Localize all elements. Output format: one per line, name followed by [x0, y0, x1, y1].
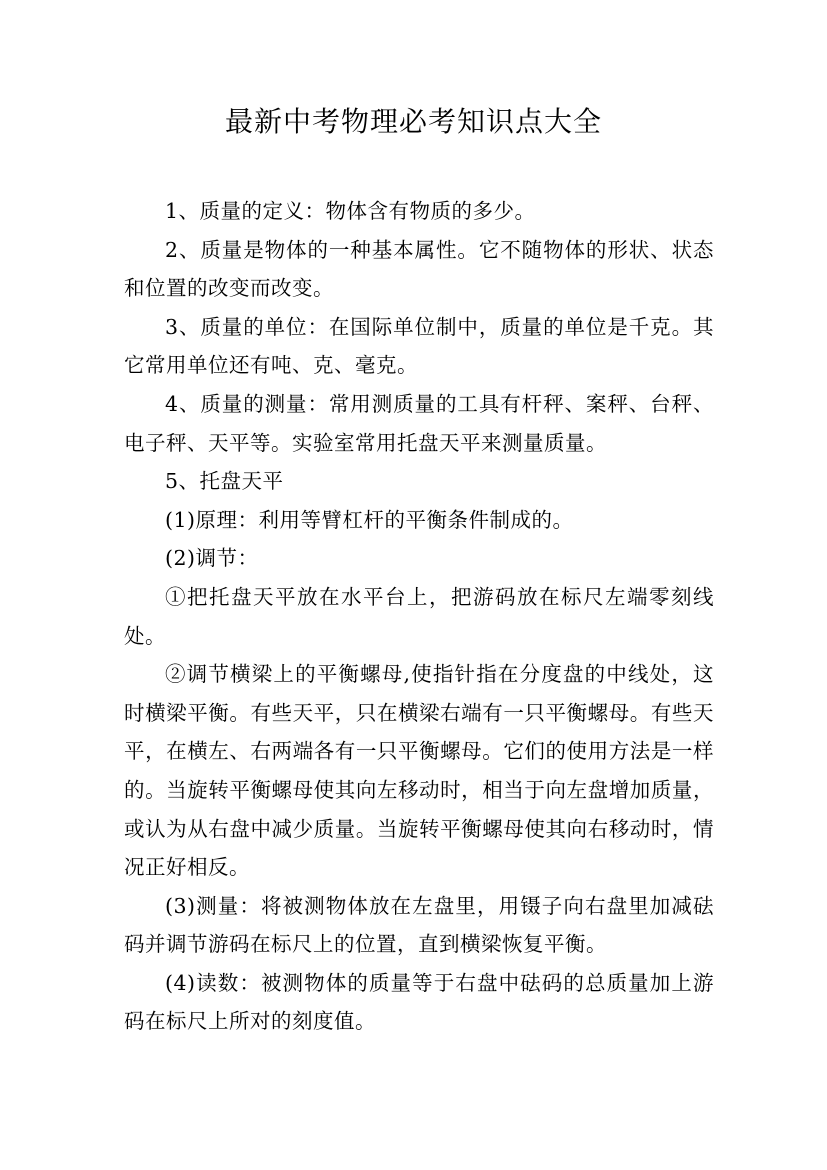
paragraph-balance-heading: 5、托盘天平	[165, 469, 284, 494]
paragraph-balance-measure: (3)测量：将被测物体放在左盘里，用镊子向右盘里加减砝码并调节游码在标尺上的位置，直到横梁恢复平衡。	[124, 893, 714, 957]
document-title: 最新中考物理必考知识点大全	[224, 105, 602, 138]
paragraph-mass-measurement: 4、质量的测量：常用测质量的工具有杆秤、案秤、台秤、电子秤、天平等。实验室常用托盘天平来测量质量。	[124, 391, 714, 455]
paragraph-adjust-step-2: ②调节横梁上的平衡螺母,使指针指在分度盘的中线处，这时横梁平衡。有些天平，只在横梁右端有一只平衡螺母。有些天平，在横左、右两端各有一只平衡螺母。它们的使用方法是一样的。当旋转平衡螺母使其向左移动时，相当于向左盘增加质量，或认为从右盘中减少质量。当旋转平衡螺母使其向右移动时，情况正好相反。	[124, 662, 714, 880]
paragraph-balance-adjust-heading: (2)调节：	[165, 546, 259, 571]
paragraph-mass-unit: 3、质量的单位：在国际单位制中，质量的单位是千克。其它常用单位还有吨、克、毫克。	[124, 314, 714, 378]
document-body	[124, 192, 714, 1041]
paragraph-mass-property: 2、质量是物体的一种基本属性。它不随物体的形状、状态和位置的改变而改变。	[124, 237, 714, 301]
paragraph-adjust-step-1: ①把托盘天平放在水平台上，把游码放在标尺左端零刻线处。	[124, 584, 714, 648]
paragraph-balance-reading: (4)读数：被测物体的质量等于右盘中砝码的总质量加上游码在标尺上所对的刻度值。	[124, 970, 714, 1034]
paragraph-balance-principle: (1)原理：利用等臂杠杆的平衡条件制成的。	[165, 507, 574, 532]
paragraph-mass-definition: 1、质量的定义：物体含有物质的多少。	[165, 199, 536, 223]
